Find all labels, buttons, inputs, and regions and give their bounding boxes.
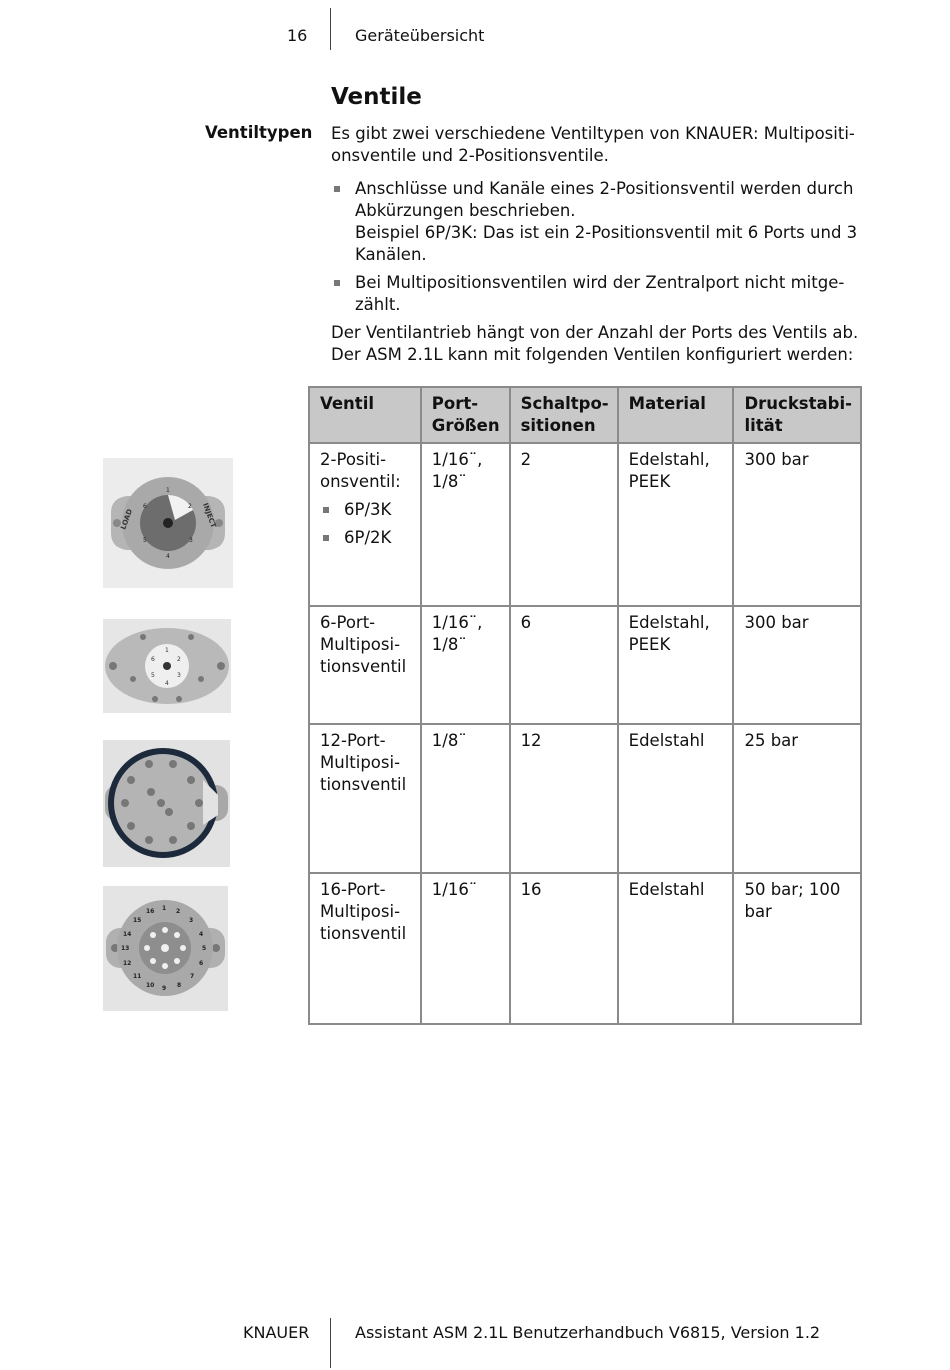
cell-material: Edelstahl, PEEK: [618, 443, 734, 606]
table-row: [309, 724, 861, 873]
column-header: Material: [618, 387, 734, 443]
cell-ventil: [309, 443, 421, 606]
header-section: Geräteübersicht: [355, 26, 485, 45]
svg-text:2: 2: [177, 656, 181, 663]
footer-brand: KNAUER: [243, 1323, 310, 1342]
table-row: [309, 873, 861, 1024]
cell-pressure: 300 bar: [733, 443, 861, 606]
cell-material: Edelstahl: [618, 873, 734, 1024]
svg-text:7: 7: [190, 973, 195, 980]
cell-text: 2-Positi-onsventil:: [320, 450, 401, 491]
valve-2pos-image: [103, 458, 233, 588]
svg-text:9: 9: [162, 985, 167, 992]
cell-ventil: 6-Port-Multiposi-tionsventil: [309, 606, 421, 724]
sub-bullet: 6P/2K: [320, 527, 412, 549]
svg-text:11: 11: [133, 973, 142, 980]
table-header-row: [309, 387, 861, 443]
intro-paragraph: Es gibt zwei verschiedene Ventiltypen von KNAUER: Multipositi-onsventile und 2-Positionsventile.: [331, 124, 855, 165]
cell-pressure: 50 bar; 100 bar: [733, 873, 861, 1024]
svg-text:5: 5: [202, 945, 207, 952]
svg-text:6: 6: [151, 656, 155, 663]
sub-bullet: 6P/3K: [320, 499, 412, 521]
footer-document: Assistant ASM 2.1L Benutzerhandbuch V6815, Version 1.2: [355, 1323, 821, 1342]
cell-material: Edelstahl, PEEK: [618, 606, 734, 724]
table-row: [309, 443, 861, 606]
cell-positions: 2: [510, 443, 618, 606]
svg-text:5: 5: [151, 672, 155, 679]
svg-text:3: 3: [189, 917, 194, 924]
svg-text:12: 12: [123, 960, 132, 967]
svg-text:6: 6: [199, 960, 204, 967]
svg-text:10: 10: [146, 982, 155, 989]
cell-material: Edelstahl: [618, 724, 734, 873]
outro-paragraph: Der Ventilantrieb hängt von der Anzahl der Ports des Ventils ab. Der ASM 2.1L kann mit folgenden Ventilen konfiguriert werden:: [331, 323, 859, 364]
cell-ventil: 12-Port-Multiposi-tionsventil: [309, 724, 421, 873]
svg-text:2: 2: [176, 908, 181, 915]
column-header: Port-Größen: [421, 387, 510, 443]
column-header: Schaltpo-sitionen: [510, 387, 618, 443]
svg-text:2: 2: [188, 503, 192, 510]
bullet-item: [331, 178, 866, 266]
cell-port: 1/8¨: [421, 724, 510, 873]
svg-text:13: 13: [121, 945, 130, 952]
side-label: Ventiltypen: [205, 123, 313, 142]
valve-label-inject: INJECT: [201, 501, 218, 529]
svg-text:4: 4: [199, 931, 204, 938]
valve-label-load: LOAD: [119, 508, 135, 531]
cell-port: 1/16¨: [421, 873, 510, 1024]
svg-text:8: 8: [177, 982, 182, 989]
valve-12port-image: [103, 740, 230, 867]
svg-text:6: 6: [143, 503, 147, 510]
cell-positions: 16: [510, 873, 618, 1024]
svg-text:16: 16: [146, 908, 155, 915]
bullet-text: Beispiel 6P/3K: Das ist ein 2-Positionsventil mit 6 Ports und 3 Kanälen.: [355, 223, 858, 264]
svg-text:3: 3: [189, 537, 193, 544]
bullet-text: Anschlüsse und Kanäle eines 2-Positionsventil werden durch Abkürzungen beschrieben.: [355, 179, 854, 220]
column-header: Druckstabi-lität: [733, 387, 861, 443]
footer-divider: [330, 1318, 331, 1368]
svg-text:5: 5: [143, 537, 147, 544]
table-row: [309, 606, 861, 724]
cell-pressure: 300 bar: [733, 606, 861, 724]
section-title: Ventile: [331, 84, 422, 110]
valve-6port-image: [103, 619, 231, 713]
bullet-text: Bei Multipositionsventilen wird der Zentralport nicht mitge-zählt.: [355, 273, 845, 314]
svg-text:1: 1: [162, 905, 167, 912]
bullet-item: [331, 272, 866, 316]
svg-text:4: 4: [165, 680, 169, 687]
column-header: Ventil: [309, 387, 421, 443]
valve-table: [308, 386, 862, 1025]
valve-16port-image: [103, 886, 228, 1011]
svg-text:1: 1: [166, 487, 170, 494]
cell-port: 1/16¨, 1/8¨: [421, 443, 510, 606]
svg-text:3: 3: [177, 672, 181, 679]
cell-port: 1/16¨, 1/8¨: [421, 606, 510, 724]
page-number: 16: [287, 26, 308, 45]
bullet-list: [331, 178, 866, 322]
svg-text:15: 15: [133, 917, 142, 924]
cell-positions: 6: [510, 606, 618, 724]
cell-pressure: 25 bar: [733, 724, 861, 873]
cell-ventil: 16-Port-Multiposi-tionsventil: [309, 873, 421, 1024]
svg-text:1: 1: [165, 647, 169, 654]
header-divider: [330, 8, 331, 50]
cell-positions: 12: [510, 724, 618, 873]
svg-text:4: 4: [166, 553, 170, 560]
svg-text:14: 14: [123, 931, 132, 938]
